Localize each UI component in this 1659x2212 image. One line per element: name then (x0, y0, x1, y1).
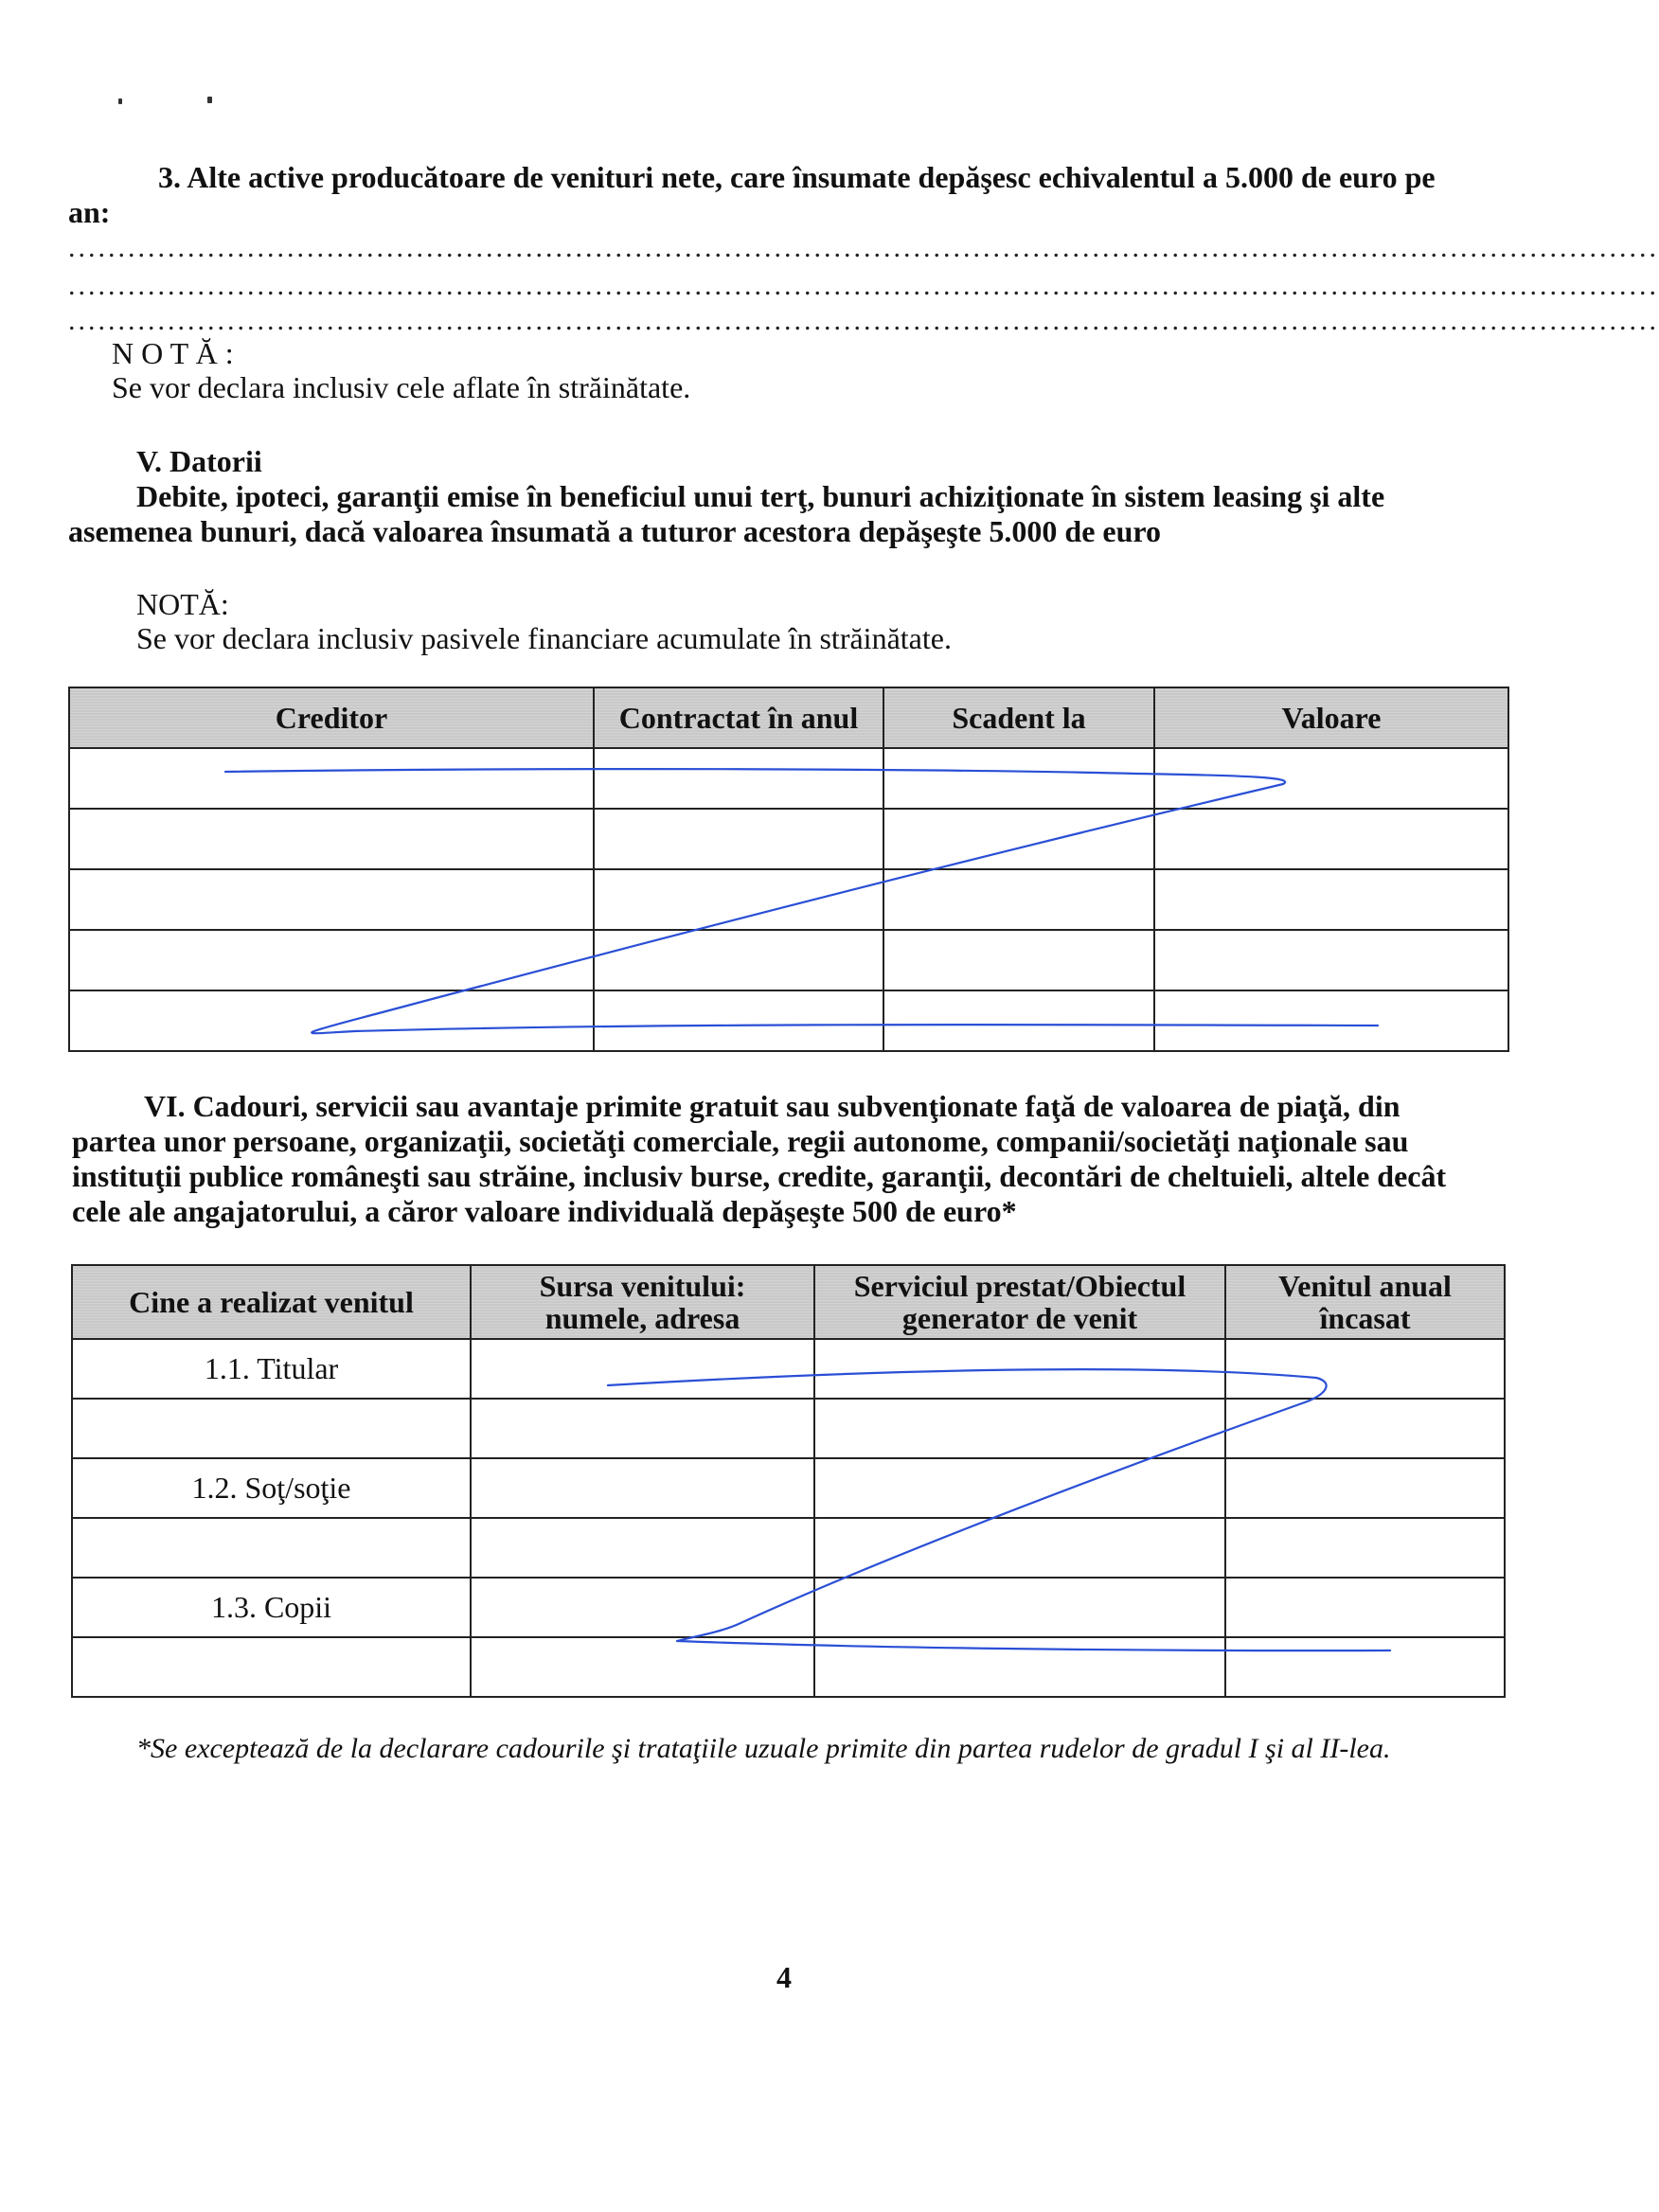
table-cell[interactable] (471, 1637, 814, 1697)
table-cell[interactable] (594, 748, 883, 809)
section-vi-description: cele ale angajatorului, a căror valoare individuală depăşeşte 500 de euro* (72, 1194, 1017, 1228)
table-cell[interactable] (1225, 1458, 1505, 1518)
table-cell[interactable] (72, 1637, 471, 1697)
table-cell[interactable] (69, 990, 594, 1051)
scan-speck (118, 98, 122, 104)
header-line: Sursa venitului: (539, 1269, 746, 1303)
table-cell[interactable] (471, 1458, 814, 1518)
table-cell[interactable] (1154, 990, 1508, 1051)
column-header-contracted-year: Contractat în anul (594, 687, 883, 748)
nota-text: Se vor declara inclusiv pasivele financiare acumulate în străinătate. (136, 621, 952, 655)
column-header-who-earned (72, 1265, 471, 1339)
table-cell[interactable] (471, 1339, 814, 1399)
column-header-due-date: Scadent la (883, 687, 1154, 748)
column-header-service-object (814, 1265, 1225, 1339)
header-line: încasat (1319, 1301, 1411, 1335)
footnote: *Se exceptează de la declarare cadourile şi trataţiile uzuale primite din partea rudelor de gradul I şi al II-lea. (136, 1733, 1391, 1764)
table-cell[interactable] (1225, 1637, 1505, 1697)
table-cell[interactable] (883, 748, 1154, 809)
column-header-annual-income (1225, 1265, 1505, 1339)
section-iv-3-heading-cont: an: (68, 195, 111, 229)
row-label: 1.3. Copii (72, 1578, 471, 1637)
table-row (72, 1458, 1505, 1518)
page-number: 4 (776, 1960, 792, 1994)
table-row (72, 1578, 1505, 1637)
dotted-line: ................................................................................................................................................................ (68, 232, 1659, 263)
table-cell[interactable] (883, 869, 1154, 930)
section-vi-description: instituţii publice româneşti sau străine, inclusiv burse, credite, garanţii, decontări de cheltuieli, altele decât (72, 1159, 1447, 1193)
table-cell[interactable] (594, 869, 883, 930)
table-row (69, 930, 1508, 990)
table-row (72, 1518, 1505, 1578)
table-header-row (69, 687, 1508, 748)
header-line: generator de venit (901, 1301, 1138, 1335)
table-cell[interactable] (883, 990, 1154, 1051)
column-header-value: Valoare (1154, 687, 1508, 748)
table-cell[interactable] (69, 748, 594, 809)
table-cell[interactable] (883, 930, 1154, 990)
table-cell[interactable] (814, 1637, 1225, 1697)
table-row (69, 748, 1508, 809)
table-row (72, 1399, 1505, 1458)
table-row (69, 990, 1508, 1051)
section-vi-description: VI. Cadouri, servicii sau avantaje primite gratuit sau subvenţionate faţă de valoarea de piaţă, din (144, 1089, 1400, 1123)
debts-table (68, 687, 1509, 1052)
scan-speck (207, 97, 212, 103)
table-cell[interactable] (883, 809, 1154, 869)
table-cell[interactable] (471, 1518, 814, 1578)
table-cell[interactable] (69, 930, 594, 990)
nota-label: N O T Ă : (112, 336, 234, 370)
table-cell[interactable] (594, 930, 883, 990)
table-row (72, 1637, 1505, 1697)
nota-text: Se vor declara inclusiv cele aflate în străinătate. (112, 370, 691, 404)
dotted-line: ................................................................................................................................................................ (68, 305, 1659, 336)
section-iv-3-heading: 3. Alte active producătoare de venituri nete, care însumate depăşesc echivalentul a 5.000 de euro pe (158, 160, 1436, 194)
table-cell[interactable] (1154, 809, 1508, 869)
row-label: 1.1. Titular (72, 1339, 471, 1399)
header-line: Cine a realizat venitul (129, 1285, 414, 1319)
table-row (69, 809, 1508, 869)
table-cell[interactable] (814, 1458, 1225, 1518)
header-line: numele, adresa (544, 1301, 740, 1335)
nota-label: NOTĂ: (136, 587, 229, 621)
table-cell[interactable] (1154, 930, 1508, 990)
table-cell[interactable] (594, 809, 883, 869)
section-vi-description: partea unor persoane, organizaţii, societăţi comerciale, regii autonome, companii/societăţi naţionale sau (72, 1124, 1409, 1158)
table-cell[interactable] (1225, 1399, 1505, 1458)
table-cell[interactable] (72, 1518, 471, 1578)
header-line: Venitul anual (1278, 1269, 1452, 1303)
table-cell[interactable] (814, 1578, 1225, 1637)
column-header-creditor: Creditor (69, 687, 594, 748)
table-cell[interactable] (72, 1399, 471, 1458)
table-cell[interactable] (1225, 1518, 1505, 1578)
column-header-income-source (471, 1265, 814, 1339)
table-row (72, 1339, 1505, 1399)
table-cell[interactable] (471, 1578, 814, 1637)
section-v-title: V. Datorii (136, 444, 262, 478)
table-cell[interactable] (594, 990, 883, 1051)
dotted-line: ................................................................................................................................................................ (68, 270, 1659, 301)
table-cell[interactable] (1154, 748, 1508, 809)
table-cell[interactable] (69, 869, 594, 930)
table-row (69, 869, 1508, 930)
row-label: 1.2. Soţ/soţie (72, 1458, 471, 1518)
table-cell[interactable] (1225, 1578, 1505, 1637)
table-cell[interactable] (1154, 869, 1508, 930)
table-cell[interactable] (814, 1339, 1225, 1399)
section-v-description: Debite, ipoteci, garanţii emise în beneficiul unui terţ, bunuri achiziţionate în sistem leasing şi alte (136, 479, 1385, 513)
table-cell[interactable] (814, 1399, 1225, 1458)
gifts-table (71, 1264, 1506, 1698)
section-v-description: asemenea bunuri, dacă valoarea însumată a tuturor acestora depăşeşte 5.000 de euro (68, 514, 1162, 548)
table-cell[interactable] (1225, 1339, 1505, 1399)
table-cell[interactable] (814, 1518, 1225, 1578)
table-cell[interactable] (471, 1399, 814, 1458)
table-cell[interactable] (69, 809, 594, 869)
header-line: Serviciul prestat/Obiectul (853, 1269, 1186, 1303)
table-header-row (72, 1265, 1505, 1339)
